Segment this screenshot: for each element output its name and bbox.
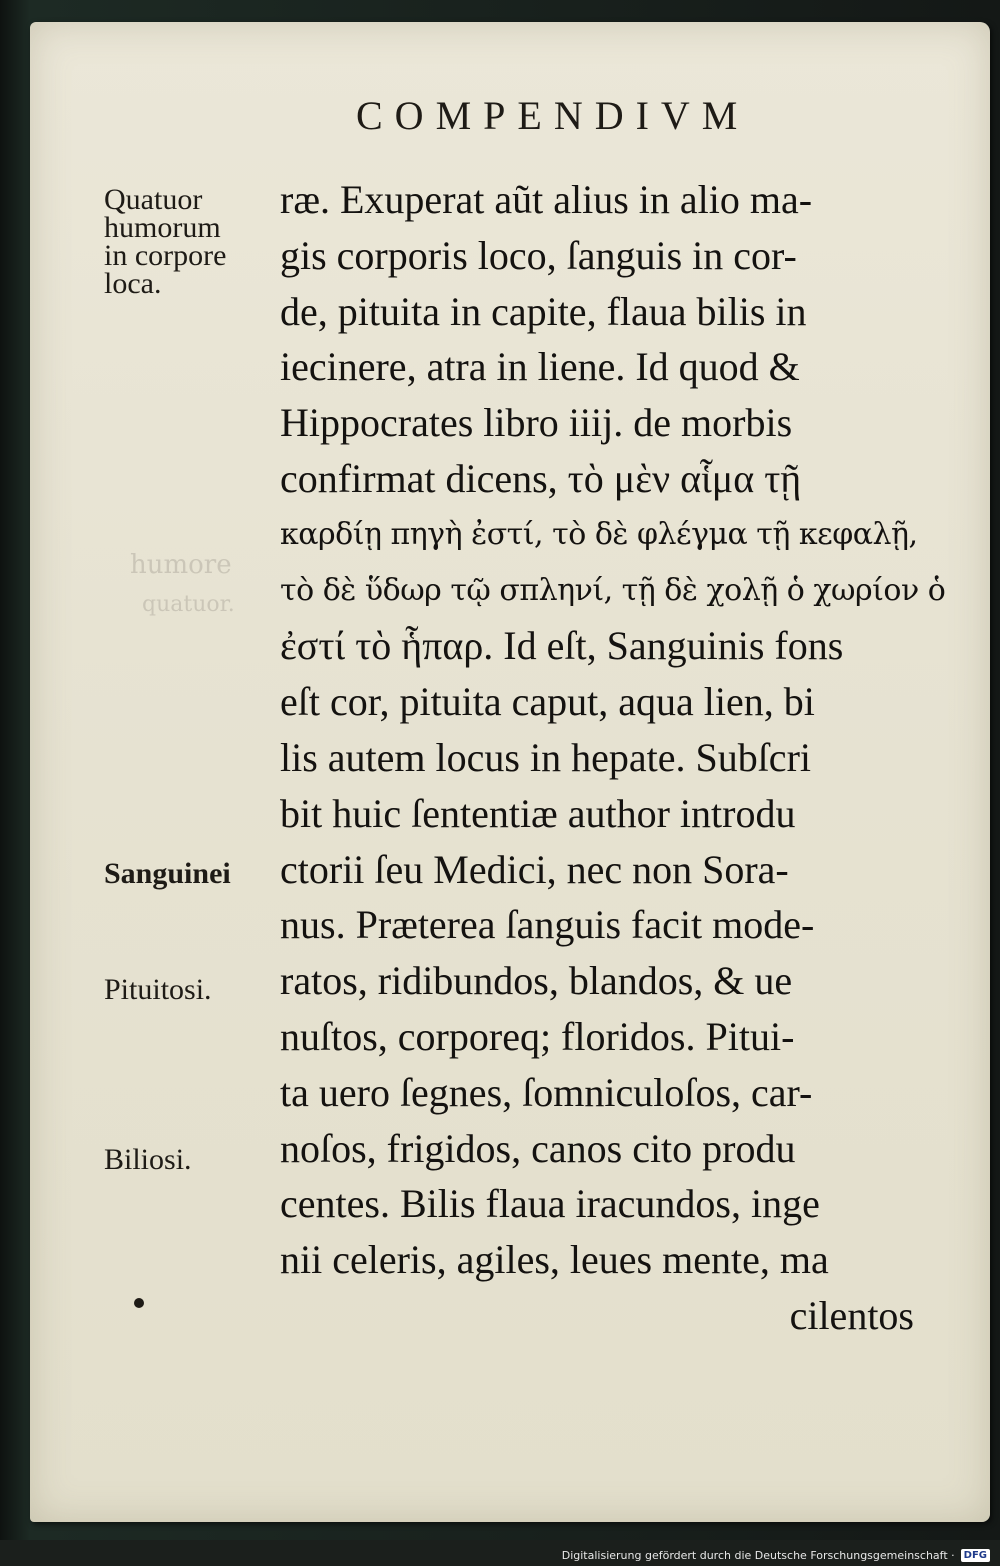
text-line: nii celeris, agiles, leues mente, ma: [280, 1237, 829, 1283]
catchword: cilentos: [789, 1292, 914, 1338]
margin-note-humors: [104, 183, 274, 300]
margin-note-line: in corpore: [104, 239, 227, 272]
text-line: ræ. Exuperat aũt alius in alio ma-: [280, 177, 813, 222]
greek-text-line: τὸ δὲ ὕδωρ τῷ σπληνί, τῇ δὲ χολῇ ὁ χωρίον ὁ: [280, 572, 946, 608]
text-line: confirmat dicens, τὸ μὲν αἷμα τῇ: [280, 455, 802, 501]
text-line: ἐστί τὸ ἧπαρ. Id eſt, Sanguinis fons: [280, 623, 844, 669]
text-line: bit huic ſententiæ author introdu: [280, 790, 796, 836]
text-line: nuſtos, corporeq; floridos. Pitui-: [280, 1013, 795, 1059]
margin-note-biliosi: [104, 1143, 274, 1176]
text-line: eſt cor, pituita caput, aqua lien, bi: [280, 679, 815, 725]
bleed-through-text: quatuor.: [142, 592, 235, 617]
margin-note-line: Biliosi.: [104, 1143, 192, 1176]
text-line: noſos, frigidos, canos cito produ: [280, 1125, 796, 1171]
ink-dot: [134, 1298, 144, 1308]
text-line: de, pituita in capite, flaua bilis in: [280, 288, 807, 334]
margin-note-pituitosi: [104, 973, 274, 1006]
body-text: [280, 172, 946, 1344]
text-line: iecinere, atra in liene. Id quod &: [280, 344, 800, 390]
text-line: gis corporis loco, ſanguis in cor-: [280, 232, 797, 278]
running-head: COMPENDIVM: [356, 93, 750, 138]
text-line: lis autem locus in hepate. Subſcri: [280, 734, 811, 780]
greek-text-line: καρδίῃ πηγὴ ἐστί, τὸ δὲ φλέγμα τῇ κεφαλῇ,: [280, 516, 918, 552]
text-line: nus. Præterea ſanguis facit mode-: [280, 902, 815, 948]
margin-note-line: loca.: [104, 267, 162, 300]
dfg-logo: DFG: [961, 1549, 990, 1562]
margin-note-line: Sanguinei: [104, 857, 231, 890]
margin-note-line: humorum: [104, 211, 221, 244]
footer-credit: [0, 1544, 990, 1566]
bleed-through-text: humore: [130, 550, 232, 580]
text-line: ratos, ridibundos, blandos, & ue: [280, 958, 793, 1004]
text-line: ta uero ſegnes, ſomniculoſos, car-: [280, 1069, 813, 1115]
text-line: ctorii ſeu Medici, nec non Sora-: [280, 846, 789, 892]
margin-note-line: Quatuor: [104, 183, 203, 216]
text-line: centes. Bilis flaua iracundos, inge: [280, 1181, 820, 1227]
text-line: Hippocrates libro iiij. de morbis: [280, 400, 793, 446]
margin-note-line: Pituitosi.: [104, 973, 212, 1006]
footer-text: Digitalisierung gefördert durch die Deutsche Forschungsgemeinschaft ·: [561, 1548, 955, 1562]
margin-note-sanguinei: [104, 857, 274, 890]
